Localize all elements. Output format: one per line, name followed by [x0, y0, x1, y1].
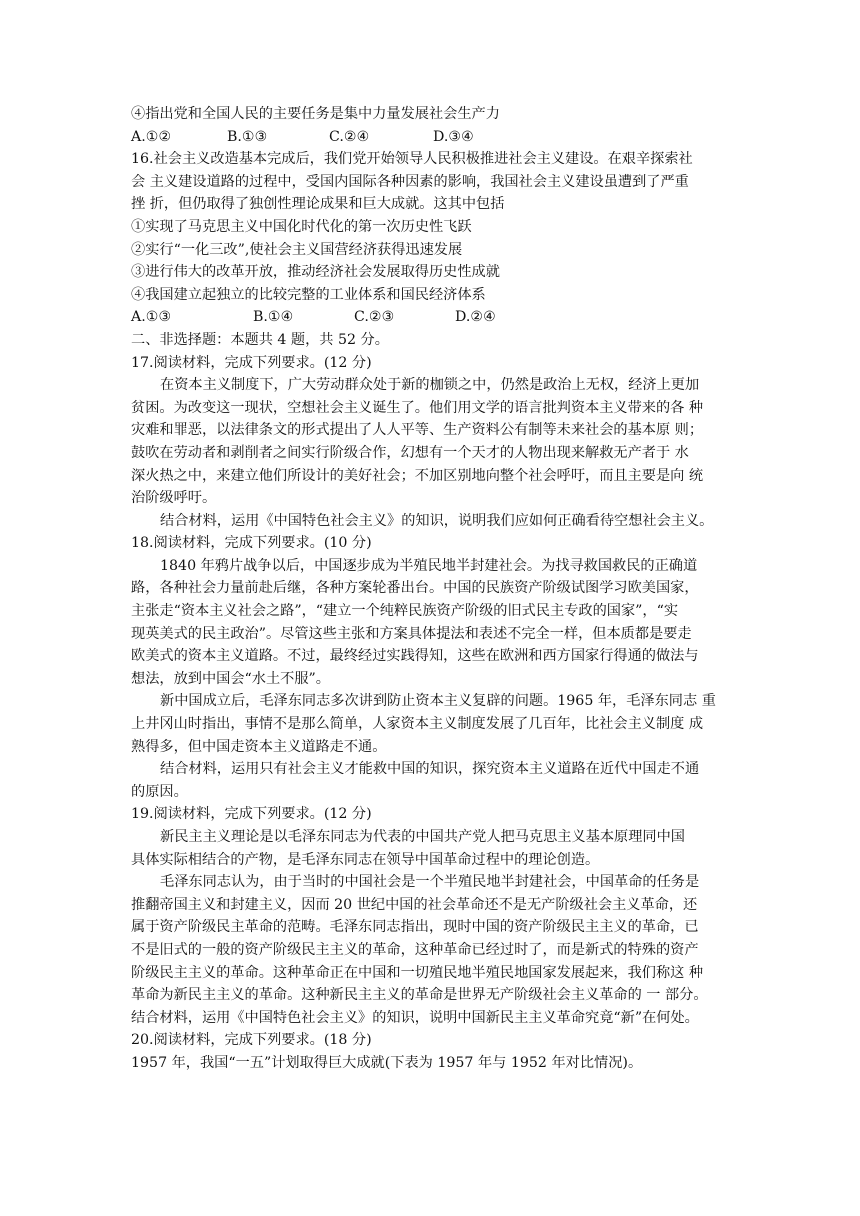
q16-option-b: B.①④ [253, 309, 294, 326]
q17-material-line: 贫困。为改变这一现状，空想社会主义诞生了。他们用文学的语言批判资本主义带来的各 种 [131, 399, 704, 416]
q18-material-line: 1840 年鸦片战争以后，中国逐步成为半殖民地半封建社会。为找寻救国救民的正确道 [160, 557, 698, 574]
q15-option-d: D.③④ [433, 128, 474, 145]
q19-material-line: 毛泽东同志认为，由于当时的中国社会是一个半殖民地半封建社会，中国革命的任务是 [160, 874, 700, 891]
q18-material-line: 熟得多，但中国走资本主义道路走不通。 [131, 738, 387, 755]
q17-material-line: 治阶级呼吁。 [131, 490, 217, 507]
q16-stem-line: 挫 折，但仍取得了独创性理论成果和巨大成就。这其中包括 [131, 196, 505, 213]
q16-item-3: ③进行伟大的改革开放，推动经济社会发展取得历史性成就 [131, 264, 500, 281]
q16-item-1: ①实现了马克思主义中国化时代化的第一次历史性飞跃 [131, 218, 472, 235]
q20-material-line: 1957 年，我国“一五”计划取得巨大成就(下表为 1957 年与 1952 年对比情况)。 [131, 1054, 643, 1071]
q16-item-2: ②实行“一化三改”,使社会主义国营经济获得迅速发展 [131, 241, 463, 258]
q19-material-line: 不是旧式的一般的资产阶级民主主义的革命，这种革命已经过时了，而是新式的特殊的资产 [131, 941, 699, 958]
q15-options [131, 126, 741, 149]
q18-material-line: 想法，放到中国会“水土不服”。 [131, 670, 330, 687]
q17-material-line: 在资本主义制度下，广大劳动群众处于新的枷锁之中，仍然是政治上无权，经济上更加 [160, 377, 700, 394]
section-heading: 二、非选择题：本题共 4 题，共 52 分。 [131, 331, 389, 348]
q17-material-line: 灾难和罪恶，以法律条文的形式提出了人人平等、生产资料公有制等未来社会的基本原 则； [131, 422, 704, 439]
q15-option-a: A.①② [131, 128, 172, 145]
q17-heading: 17.阅读材料，完成下列要求。(12 分) [131, 354, 372, 371]
q15-option-b: B.①③ [227, 128, 268, 145]
exam-page [131, 103, 741, 1075]
q16-option-d: D.②④ [455, 309, 496, 326]
q19-material-line: 具体实际相结合的产物，是毛泽东同志在领导中国革命过程中的理论创造。 [131, 851, 600, 868]
q17-material-line: 鼓吹在劳动者和剥削者之间实行阶级合作，幻想有一个天才的人物出现来解救无产者于 水 [131, 444, 689, 461]
q18-material-line: 主张走“资本主义社会之路”，“建立一个纯粹民族资产阶级的旧式民主专政的国家”，“实 [131, 603, 679, 620]
q18-heading: 18.阅读材料，完成下列要求。(10 分) [131, 535, 372, 552]
q16-stem-line: 会 主义建设道路的过程中，受国内国际各种因素的影响，我国社会主义建设虽遭到了严重 [131, 173, 689, 190]
q19-material-line: 新民主主义理论是以毛泽东同志为代表的中国共产党人把马克思主义基本原理同中国 [160, 829, 685, 845]
q16-item-4: ④我国建立起独立的比较完整的工业体系和国民经济体系 [131, 286, 486, 303]
q19-material-line: 推翻帝国主义和封建主义，因而 20 世纪中国的社会革命还不是无产阶级社会主义革命，还 [131, 896, 698, 913]
q16-stem-line: 16.社会主义改造基本完成后，我们党开始领导人民积极推进社会主义建设。在艰辛探索社 [131, 151, 693, 168]
q19-heading: 19.阅读材料，完成下列要求。(12 分) [131, 806, 372, 823]
q19-material-line: 属于资产阶级民主革命的范畴。毛泽东同志指出，现时中国的资产阶级民主主义的革命，已 [131, 919, 699, 936]
q18-task-line: 的原因。 [131, 783, 188, 800]
q16-option-c: C.②③ [354, 309, 395, 326]
q15-option-c: C.②④ [329, 128, 370, 145]
q18-material-line: 新中国成立后，毛泽东同志多次讲到防止资本主义复辟的问题。1965 年，毛泽东同志 重 [160, 693, 716, 710]
q19-material-line: 革命为新民主主义的革命。这种新民主主义的革命是世界无产阶级社会主义革命的 一 部分。 [131, 987, 708, 1004]
q18-task-line: 结合材料，运用只有社会主义才能救中国的知识，探究资本主义道路在近代中国走不通 [160, 761, 700, 778]
q18-material-line: 上井冈山时指出，事情不是那么简单，人家资本主义制度发展了几百年，比社会主义制度 成 [131, 716, 704, 733]
q15-item-4: ④指出党和全国人民的主要任务是集中力量发展社会生产力 [131, 106, 500, 122]
q17-task: 结合材料，运用《中国特色社会主义》的知识，说明我们应如何正确看待空想社会主义。 [160, 512, 714, 529]
q16-option-a: A.①③ [131, 309, 172, 326]
q16-options [131, 306, 741, 329]
q17-material-line: 深火热之中，来建立他们所设计的美好社会；不加区别地向整个社会呼吁，而且主要是向 统 [131, 467, 704, 484]
q18-material-line: 现英美式的民主政治”。尽管这些主张和方案具体提法和表述不完全一样，但本质都是要走 [131, 625, 692, 642]
q20-heading: 20.阅读材料，完成下列要求。(18 分) [131, 1032, 372, 1049]
q19-task: 结合材料，运用《中国特色社会主义》的知识，说明中国新民主主义革命究竟“新”在何处。 [131, 1009, 699, 1026]
q18-material-line: 路，各种社会力量前赴后继，各种方案轮番出台。中国的民族资产阶级试图学习欧美国家， [131, 580, 699, 597]
q18-material-line: 欧美式的资本主义道路。不过，最终经过实践得知，这些在欧洲和西方国家行得通的做法与 [131, 648, 699, 665]
q19-material-line: 阶级民主主义的革命。这种革命正在中国和一切殖民地半殖民地国家发展起来，我们称这 种 [131, 964, 704, 981]
